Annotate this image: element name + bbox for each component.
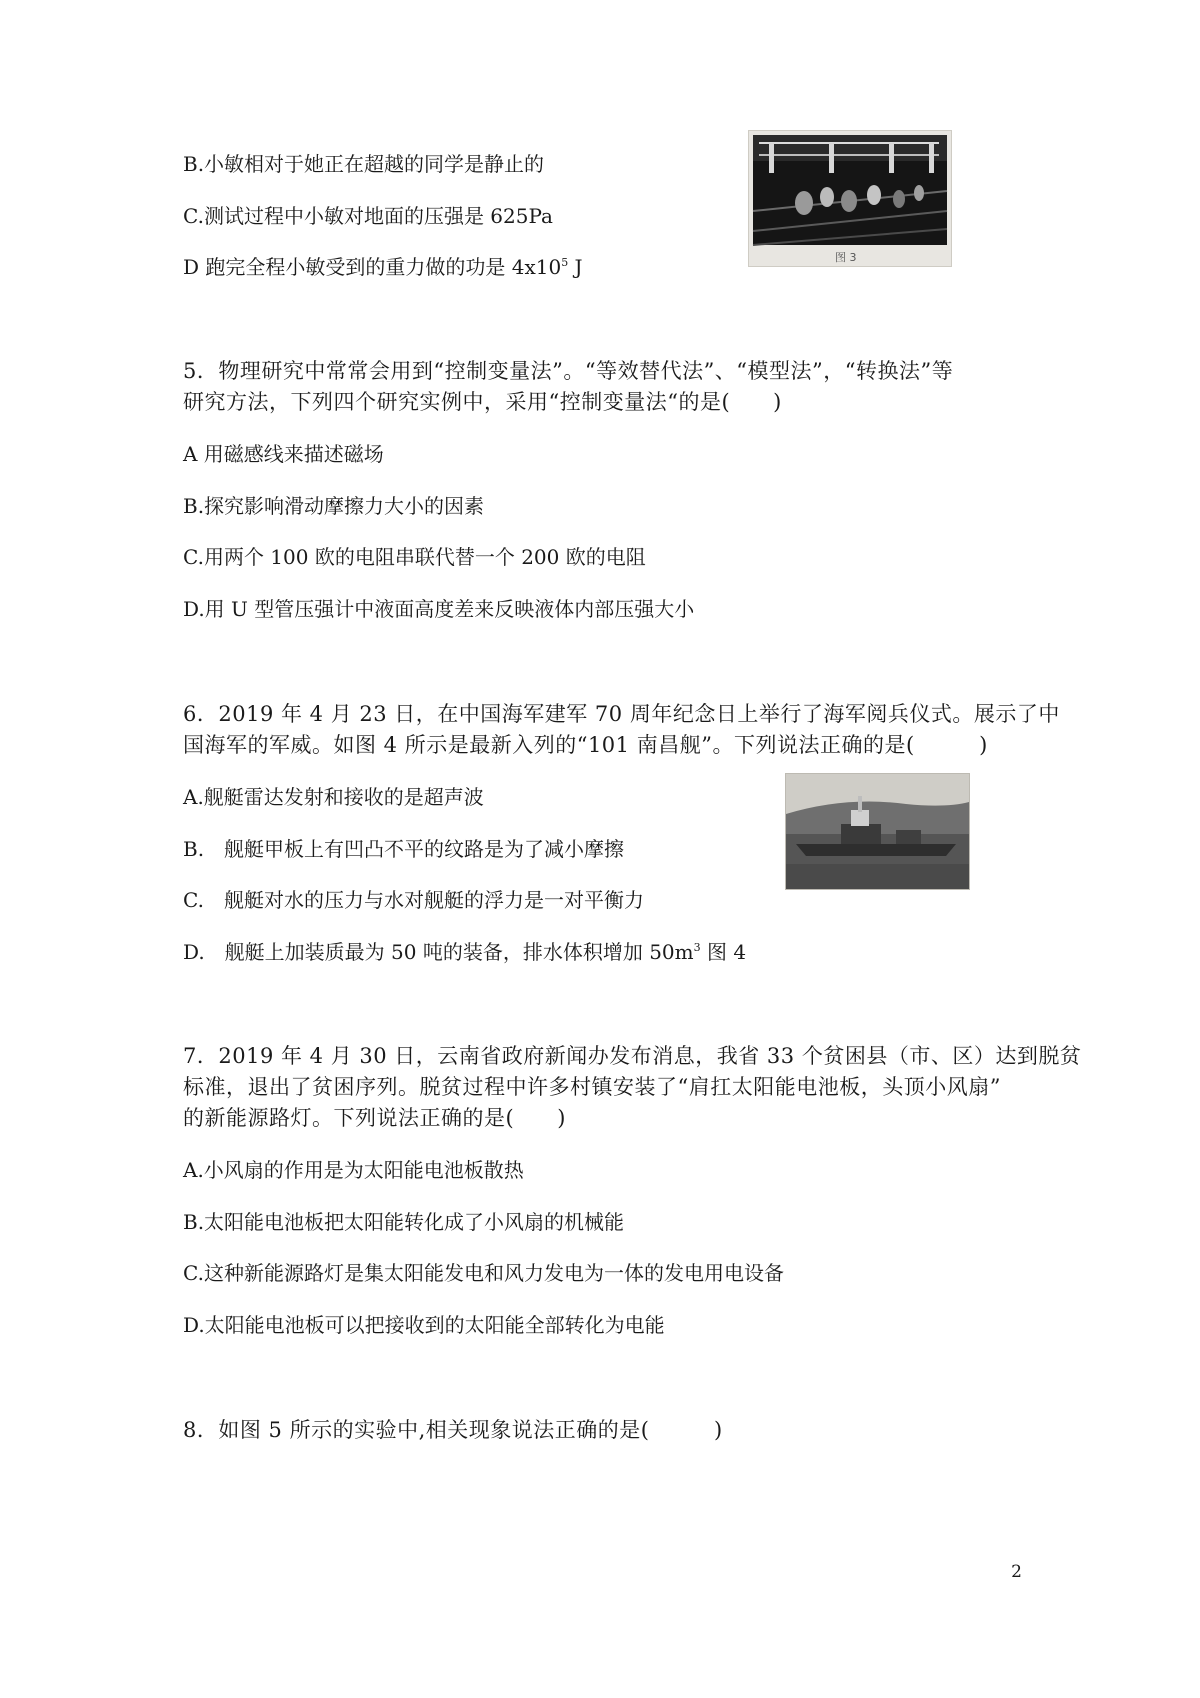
q7-stem-line-3: 的新能源路灯。下列说法正确的是( ): [183, 1106, 566, 1130]
q7-option-c: C.这种新能源路灯是集太阳能发电和风力发电为一体的发电用电设备: [183, 1261, 784, 1285]
q6-option-c: C. 舰艇对水的压力与水对舰艇的浮力是一对平衡力: [183, 888, 644, 912]
q5-stem-line-1: 5．物理研究中常常会用到“控制变量法”。“等效替代法”、“模型法”，“转换法”等: [183, 359, 954, 383]
q7-option-d: D.太阳能电池板可以把接收到的太阳能全部转化为电能: [183, 1313, 665, 1337]
q7-option-a: A.小风扇的作用是为太阳能电池板散热: [183, 1158, 524, 1182]
q5-option-a: A 用磁感线来描述磁场: [183, 442, 384, 466]
q5-option-c: C.用两个 100 欧的电阻串联代替一个 200 欧的电阻: [183, 545, 646, 569]
q6-option-b: B. 舰艇甲板上有凹凸不平的纹路是为了减小摩擦: [183, 837, 625, 861]
q6-option-d: D. 舰艇上加装质最为 50 吨的装备，排水体积增加 $50m^3$ 图 4: [183, 940, 747, 964]
runners-track-image: [749, 131, 951, 266]
q6-stem-line-2: 国海军的军威。如图 4 所示是最新入列的“101 南昌舰”。下列说法正确的是( ): [183, 733, 988, 757]
q4-option-d: D 跑完全程小敏受到的重力做的功是 $4x10^5$ J: [183, 255, 583, 279]
q5-option-b: B.探究影响滑动摩擦力大小的因素: [183, 494, 485, 518]
q5-stem-line-2: 研究方法，下列四个研究实例中，采用“控制变量法“的是( ): [183, 390, 782, 414]
q8-stem: 8．如图 5 所示的实验中,相关现象说法正确的是( ): [183, 1418, 723, 1442]
figure-3-caption: 图 3: [835, 251, 857, 264]
q6-option-a: A.舰艇雷达发射和接收的是超声波: [183, 785, 484, 809]
warship-image: [786, 774, 969, 889]
q6-stem-line-1: 6．2019 年 4 月 23 日，在中国海军建军 70 周年纪念日上举行了海军阅兵仪式。展示了中: [183, 702, 1060, 726]
page-number: 2: [1011, 1562, 1022, 1582]
q5-option-d: D.用 U 型管压强计中液面高度差来反映液体内部压强大小: [183, 597, 695, 621]
q7-stem-line-1: 7．2019 年 4 月 30 日，云南省政府新闻办发布消息，我省 33 个贫困县（市、区）达到脱贫: [183, 1044, 1082, 1068]
q4-option-b: B.小敏相对于她正在超越的同学是静止的: [183, 152, 545, 176]
q4-option-c: C.测试过程中小敏对地面的压强是 625Pa: [183, 204, 553, 228]
q7-option-b: B.太阳能电池板把太阳能转化成了小风扇的机械能: [183, 1210, 625, 1234]
figure-3-photo: [748, 130, 952, 267]
figure-4-photo: [785, 773, 970, 890]
q7-stem-line-2: 标准，退出了贫困序列。脱贫过程中许多村镇安装了“肩扛太阳能电池板，头顶小风扇”: [183, 1075, 1001, 1099]
